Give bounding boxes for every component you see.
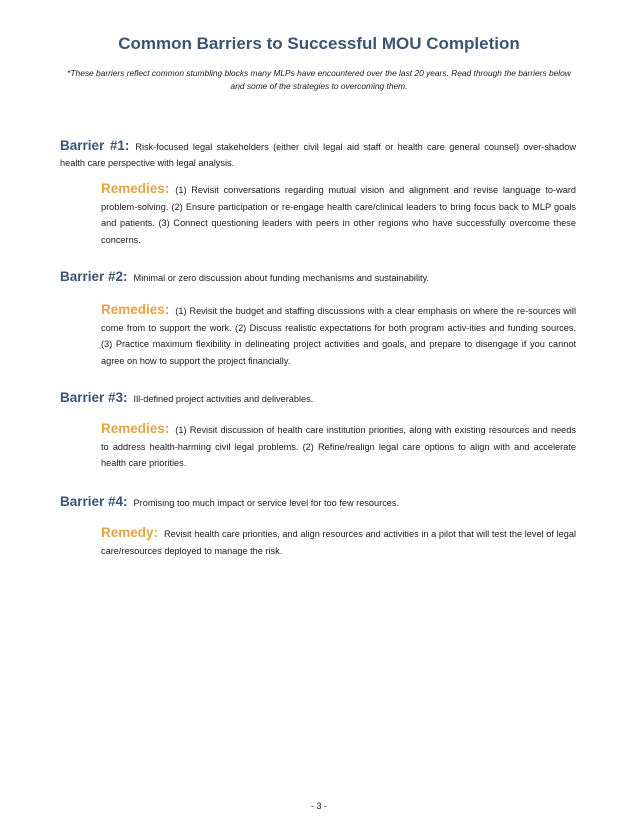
remedy-4-label: Remedy: <box>101 525 159 540</box>
barrier-1-text: Risk-focused legal stakeholders (either civil legal aid staff or health care general counsel) over-shadow health care perspective with legal analysis. <box>60 142 576 168</box>
remedy-1-text: (1) Revisit conversations regarding mutual vision and alignment and revise language to-ward problem-solving. (2) Ensure participation or re-engage health care/clinical leaders to bring focus back to MLP goals and patients. (3) Connect questioning leaders with peers in other regions who have successfully overcome these concerns. <box>101 185 576 245</box>
barrier-4 <box>60 494 576 511</box>
barrier-2-text: Minimal or zero discussion about funding mechanisms and sustainability. <box>133 273 430 283</box>
remedy-2-label: Remedies: <box>101 302 170 317</box>
barrier-3-text: Ill-defined project activities and deliverables. <box>133 394 314 404</box>
barrier-4-label: Barrier #4: <box>60 494 128 509</box>
remedy-2 <box>101 302 576 369</box>
barrier-2 <box>60 269 576 286</box>
remedy-1 <box>101 181 576 248</box>
remedy-1-label: Remedies: <box>101 181 170 196</box>
barrier-1-label: Barrier #1: <box>60 138 130 153</box>
page-subtitle: *These barriers reflect common stumbling blocks many MLPs have encountered over the last 20 years. Read through the barriers below and some of the strategies to overcoming them. <box>67 68 571 91</box>
remedy-4 <box>101 525 576 559</box>
page-number: - 3 - <box>310 801 327 811</box>
barrier-3-label: Barrier #3: <box>60 390 128 405</box>
remedy-2-text: (1) Revisit the budget and staffing discussions with a clear emphasis on where the re-sources will come from to support the work. (2) Discuss realistic expectations for both program activ-ities and funding sources. (3) Practice maximum flexibility in delineating project activities and goals, and prepare to disengage if you cannot agree on how to support the project financially. <box>101 306 576 366</box>
remedy-3-label: Remedies: <box>101 421 170 436</box>
remedy-3 <box>101 421 576 472</box>
remedy-4-text: Revisit health care priorities, and align resources and activities in a pilot that will test the level of legal care/resources deployed to manage the risk. <box>101 529 576 556</box>
barrier-3 <box>60 390 576 407</box>
remedy-3-text: (1) Revisit discussion of health care institution priorities, along with existing resources and needs to address health-harming civil legal problems. (2) Refine/realign legal care options to align with and accelerate health care priorities. <box>101 425 576 468</box>
barrier-1 <box>60 138 576 171</box>
barrier-4-text: Promising too much impact or service level for too few resources. <box>133 498 400 508</box>
barrier-2-label: Barrier #2: <box>60 269 128 284</box>
page-title: Common Barriers to Successful MOU Completion <box>118 34 520 53</box>
